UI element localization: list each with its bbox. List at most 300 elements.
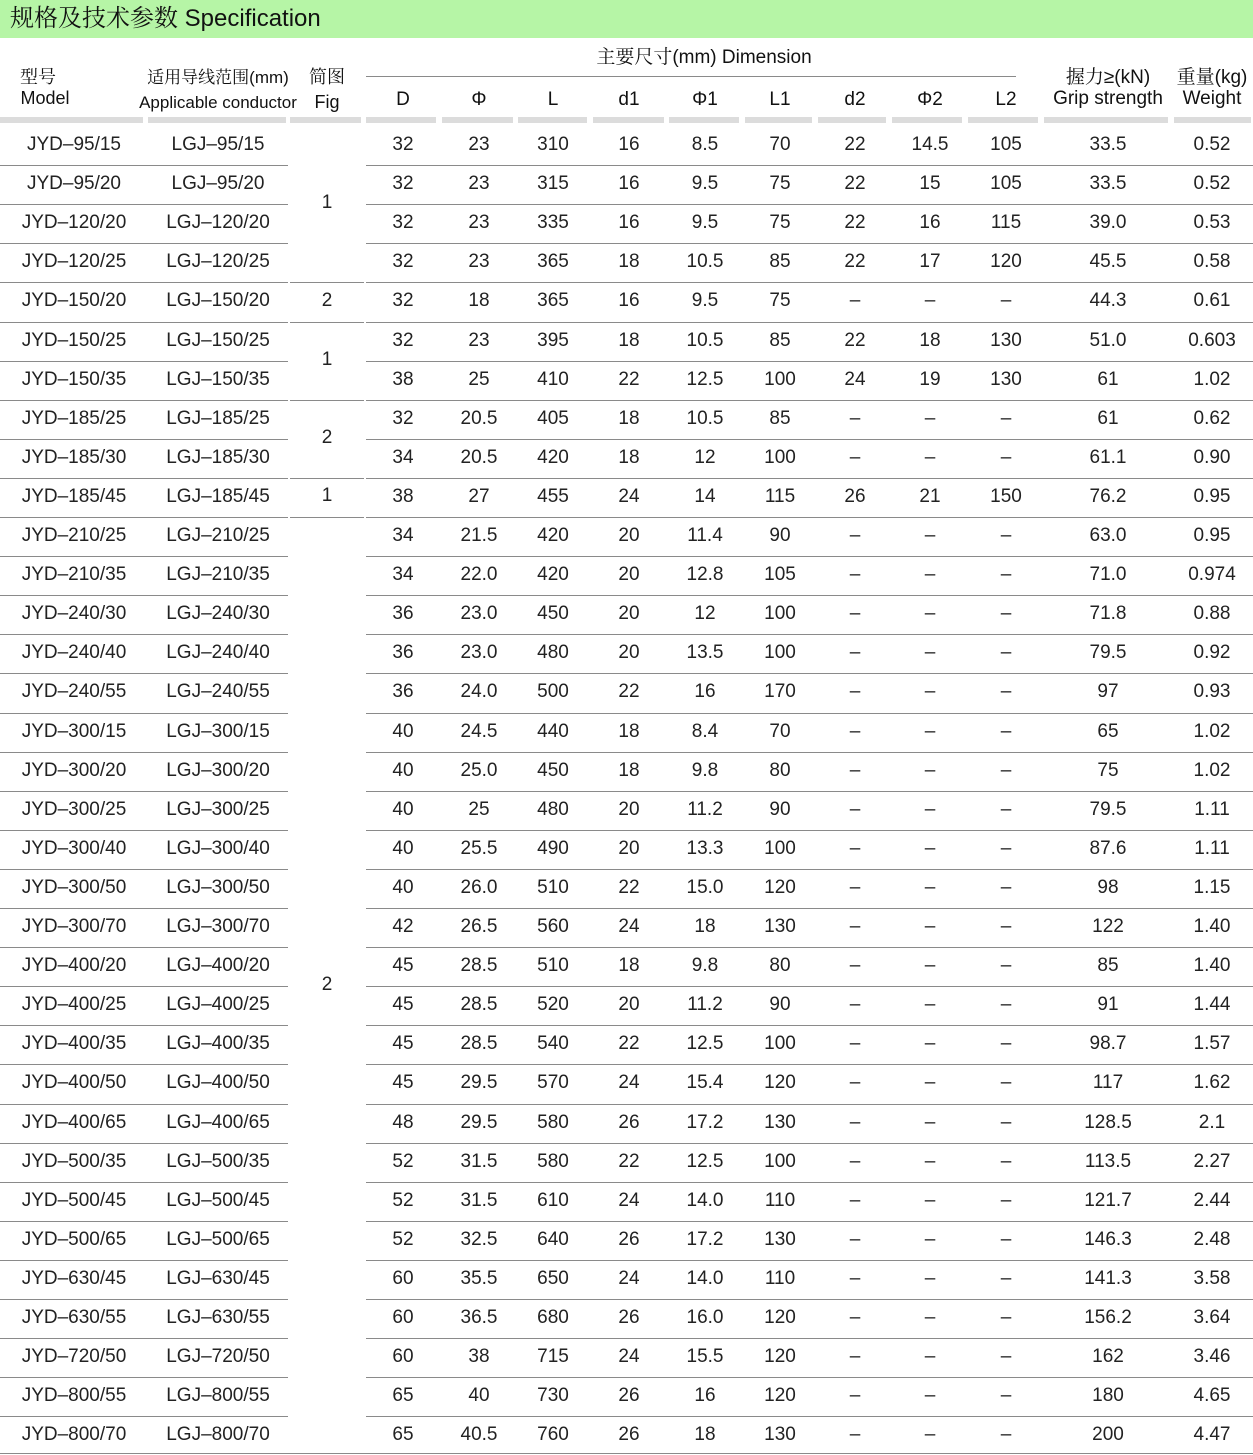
- value-cell: 560: [537, 916, 569, 937]
- value-cell: –: [1000, 290, 1012, 312]
- conductor-cell: LGJ–500/45: [166, 1189, 270, 1211]
- value-cell: 1.44: [1193, 994, 1231, 1016]
- row-rule: [366, 1416, 1253, 1417]
- value-cell: 71.8: [1089, 603, 1127, 625]
- table-bottom-rule: [0, 1453, 1253, 1454]
- value-cell: –: [924, 1189, 936, 1211]
- value-cell: –: [924, 1346, 936, 1368]
- value-cell: 8.5: [691, 134, 719, 155]
- header-bottom-rule: [148, 117, 286, 123]
- value-cell: 36: [392, 603, 414, 625]
- row-rule: [366, 673, 1253, 674]
- value-cell: 18: [618, 759, 640, 781]
- value-cell: 75: [769, 290, 791, 312]
- row-rule: [366, 752, 1253, 753]
- value-cell: 0.52: [1193, 134, 1231, 155]
- value-cell: 410: [537, 368, 569, 390]
- value-cell: 91: [1097, 994, 1119, 1016]
- row-rule: [0, 908, 288, 909]
- value-cell: 405: [537, 407, 569, 429]
- value-cell: 21.5: [460, 525, 498, 546]
- value-cell: 29.5: [460, 1072, 498, 1094]
- row-rule: [366, 243, 1253, 244]
- row-rule: [0, 322, 288, 323]
- header-bottom-rule: [442, 117, 513, 123]
- value-cell: 45.5: [1089, 251, 1127, 273]
- value-cell: 22: [618, 1033, 640, 1055]
- row-rule: [366, 165, 1253, 166]
- value-cell: –: [1000, 720, 1012, 742]
- value-cell: –: [924, 1150, 936, 1172]
- model-cell: JYD–300/70: [21, 916, 127, 937]
- value-cell: –: [1000, 876, 1012, 898]
- value-cell: 11.2: [687, 798, 723, 820]
- conductor-cell: LGJ–630/55: [166, 1307, 270, 1328]
- value-cell: 22: [844, 173, 866, 195]
- header-weight-cn: 重量(kg): [1176, 67, 1248, 88]
- value-cell: 12: [694, 603, 716, 625]
- conductor-cell: LGJ–210/25: [166, 525, 270, 546]
- value-cell: 1.62: [1193, 1072, 1231, 1094]
- value-cell: 26: [844, 485, 866, 507]
- value-cell: –: [924, 837, 936, 859]
- value-cell: 76.2: [1089, 485, 1127, 507]
- row-rule: [366, 1182, 1253, 1183]
- value-cell: 395: [537, 329, 569, 351]
- header-bottom-rule: [366, 117, 436, 123]
- model-cell: JYD–500/45: [21, 1189, 127, 1211]
- header-bottom-rule: [0, 117, 143, 123]
- value-cell: 730: [537, 1385, 569, 1407]
- model-cell: JYD–630/55: [21, 1307, 127, 1328]
- value-cell: 4.65: [1193, 1385, 1231, 1407]
- model-cell: JYD–300/50: [21, 876, 127, 898]
- value-cell: 22: [618, 1150, 640, 1172]
- value-cell: 52: [392, 1228, 414, 1250]
- value-cell: 23.0: [460, 603, 498, 625]
- value-cell: 580: [537, 1111, 569, 1133]
- conductor-cell: LGJ–800/70: [166, 1424, 270, 1446]
- conductor-cell: LGJ–185/25: [166, 407, 270, 429]
- model-cell: JYD–630/45: [21, 1267, 127, 1289]
- conductor-cell: LGJ–185/30: [166, 446, 270, 468]
- value-cell: 680: [537, 1307, 569, 1328]
- row-rule: [0, 439, 288, 440]
- value-cell: 480: [537, 798, 569, 820]
- value-cell: 80: [769, 759, 791, 781]
- value-cell: 510: [537, 876, 569, 898]
- value-cell: 18: [618, 955, 640, 977]
- conductor-cell: LGJ–95/15: [171, 134, 265, 155]
- conductor-cell: LGJ–400/35: [166, 1033, 270, 1055]
- value-cell: 610: [537, 1189, 569, 1211]
- model-cell: JYD–400/20: [21, 955, 127, 977]
- value-cell: 45: [392, 994, 414, 1016]
- row-rule: [366, 282, 1253, 283]
- conductor-cell: LGJ–300/20: [166, 759, 270, 781]
- value-cell: –: [849, 1424, 861, 1446]
- value-cell: 0.53: [1193, 212, 1231, 234]
- value-cell: 121.7: [1084, 1189, 1132, 1211]
- value-cell: 26: [618, 1111, 640, 1133]
- value-cell: 34: [392, 564, 414, 586]
- value-cell: 51.0: [1089, 329, 1127, 351]
- header-grip-cn: 握力≥(kN): [1065, 67, 1151, 88]
- conductor-cell: LGJ–150/20: [166, 290, 270, 312]
- value-cell: 32: [392, 134, 414, 155]
- value-cell: 0.61: [1193, 290, 1231, 312]
- value-cell: 11.4: [687, 525, 723, 546]
- value-cell: 0.974: [1188, 564, 1236, 586]
- fig-rule: [290, 478, 364, 479]
- value-cell: 310: [537, 134, 569, 155]
- header-conductor-cn: 适用导线范围(mm): [147, 68, 289, 87]
- value-cell: 20: [618, 837, 640, 859]
- row-rule: [0, 282, 288, 283]
- header-bottom-rule: [593, 117, 664, 123]
- value-cell: 48: [392, 1111, 414, 1133]
- value-cell: –: [1000, 1189, 1012, 1211]
- conductor-cell: LGJ–500/65: [166, 1228, 270, 1250]
- row-rule: [366, 595, 1253, 596]
- fig-rule: [290, 282, 364, 283]
- value-cell: 130: [764, 916, 796, 937]
- value-cell: 715: [537, 1346, 569, 1368]
- value-cell: 98: [1097, 876, 1119, 898]
- model-cell: JYD–300/25: [21, 798, 127, 820]
- value-cell: 1.11: [1194, 837, 1230, 859]
- value-cell: 16: [618, 212, 640, 234]
- value-cell: –: [849, 407, 861, 429]
- value-cell: 32: [392, 290, 414, 312]
- value-cell: 60: [392, 1346, 414, 1368]
- row-rule: [366, 713, 1253, 714]
- value-cell: 21: [919, 485, 941, 507]
- value-cell: 24: [618, 1189, 640, 1211]
- value-cell: 23: [468, 212, 490, 234]
- value-cell: 26.5: [460, 916, 498, 937]
- value-cell: –: [924, 916, 936, 937]
- header-dimension-rule: [366, 76, 1016, 77]
- value-cell: 500: [537, 681, 569, 703]
- value-cell: 11.2: [687, 994, 723, 1016]
- value-cell: 24: [618, 916, 640, 937]
- conductor-cell: LGJ–400/65: [166, 1111, 270, 1133]
- value-cell: 3.58: [1193, 1267, 1231, 1289]
- value-cell: –: [849, 876, 861, 898]
- row-rule: [0, 1221, 288, 1222]
- value-cell: –: [849, 916, 861, 937]
- row-rule: [366, 908, 1253, 909]
- value-cell: 79.5: [1089, 798, 1127, 820]
- model-cell: JYD–240/30: [21, 603, 127, 625]
- value-cell: 16: [919, 212, 941, 234]
- value-cell: 480: [537, 642, 569, 664]
- value-cell: 365: [537, 290, 569, 312]
- value-cell: 18: [694, 916, 716, 937]
- model-cell: JYD–500/65: [21, 1228, 127, 1250]
- value-cell: –: [924, 798, 936, 820]
- value-cell: 10.5: [686, 251, 724, 273]
- value-cell: –: [1000, 1385, 1012, 1407]
- value-cell: –: [924, 1111, 936, 1133]
- row-rule: [0, 1299, 288, 1300]
- fig-cell: 2: [321, 426, 333, 448]
- value-cell: 18: [618, 251, 640, 273]
- value-cell: –: [924, 876, 936, 898]
- value-cell: 45: [392, 1033, 414, 1055]
- header-dim-0: D: [396, 89, 410, 110]
- value-cell: 63.0: [1089, 525, 1127, 546]
- value-cell: 25: [468, 368, 490, 390]
- value-cell: –: [1000, 994, 1012, 1016]
- value-cell: 19: [919, 368, 941, 390]
- value-cell: 28.5: [460, 994, 498, 1016]
- conductor-cell: LGJ–240/30: [166, 603, 270, 625]
- row-rule: [366, 1143, 1253, 1144]
- value-cell: 122: [1092, 916, 1124, 937]
- value-cell: 24.0: [460, 681, 498, 703]
- value-cell: 1.02: [1193, 368, 1231, 390]
- value-cell: 40: [392, 759, 414, 781]
- value-cell: 0.58: [1193, 251, 1231, 273]
- row-rule: [366, 1299, 1253, 1300]
- row-rule: [366, 1377, 1253, 1378]
- row-rule: [0, 204, 288, 205]
- value-cell: 29.5: [460, 1111, 498, 1133]
- value-cell: 100: [764, 642, 796, 664]
- row-rule: [0, 1064, 288, 1065]
- value-cell: 115: [990, 212, 1022, 234]
- value-cell: 18: [618, 446, 640, 468]
- row-rule: [366, 439, 1253, 440]
- value-cell: 25.5: [460, 837, 498, 859]
- value-cell: –: [924, 1033, 936, 1055]
- value-cell: 570: [537, 1072, 569, 1094]
- value-cell: –: [849, 720, 861, 742]
- value-cell: 120: [764, 1346, 796, 1368]
- value-cell: 75: [769, 173, 791, 195]
- value-cell: 33.5: [1089, 134, 1127, 155]
- model-cell: JYD–185/30: [21, 446, 127, 468]
- value-cell: 28.5: [460, 1033, 498, 1055]
- value-cell: 75: [1097, 759, 1119, 781]
- value-cell: 105: [990, 134, 1022, 155]
- value-cell: –: [849, 446, 861, 468]
- value-cell: 20.5: [460, 407, 498, 429]
- value-cell: 23.0: [460, 642, 498, 664]
- row-rule: [0, 478, 288, 479]
- value-cell: –: [1000, 642, 1012, 664]
- header-bottom-rule: [968, 117, 1038, 123]
- value-cell: 100: [764, 368, 796, 390]
- row-rule: [0, 1104, 288, 1105]
- value-cell: 52: [392, 1150, 414, 1172]
- value-cell: 14.5: [911, 134, 949, 155]
- value-cell: 0.52: [1193, 173, 1231, 195]
- fig-cell: 2: [321, 974, 333, 996]
- value-cell: –: [1000, 525, 1012, 546]
- value-cell: –: [849, 1072, 861, 1094]
- value-cell: 40: [468, 1385, 490, 1407]
- model-cell: JYD–185/25: [21, 407, 127, 429]
- value-cell: 1.40: [1193, 916, 1231, 937]
- value-cell: –: [1000, 603, 1012, 625]
- value-cell: 450: [537, 759, 569, 781]
- header-bottom-rule: [290, 117, 361, 123]
- conductor-cell: LGJ–300/70: [166, 916, 270, 937]
- value-cell: –: [924, 1267, 936, 1289]
- row-rule: [0, 986, 288, 987]
- row-rule: [0, 1182, 288, 1183]
- value-cell: 26.0: [460, 876, 498, 898]
- value-cell: 100: [764, 603, 796, 625]
- value-cell: 3.64: [1193, 1307, 1231, 1328]
- value-cell: 1.40: [1193, 955, 1231, 977]
- value-cell: 100: [764, 446, 796, 468]
- value-cell: 90: [769, 798, 791, 820]
- value-cell: 15.5: [686, 1346, 724, 1368]
- value-cell: 22: [844, 251, 866, 273]
- value-cell: 105: [764, 564, 796, 586]
- value-cell: 120: [764, 1385, 796, 1407]
- model-cell: JYD–400/25: [21, 994, 127, 1016]
- value-cell: 20: [618, 525, 640, 546]
- model-cell: JYD–300/15: [21, 720, 127, 742]
- value-cell: –: [924, 290, 936, 312]
- value-cell: 18: [919, 329, 941, 351]
- value-cell: 130: [990, 329, 1022, 351]
- header-bottom-rule: [1044, 117, 1168, 123]
- value-cell: 23: [468, 329, 490, 351]
- value-cell: 335: [537, 212, 569, 234]
- value-cell: 640: [537, 1228, 569, 1250]
- header-bottom-rule: [892, 117, 962, 123]
- value-cell: 75: [769, 212, 791, 234]
- header-model-en: Model: [20, 88, 70, 108]
- value-cell: –: [924, 564, 936, 586]
- value-cell: 36: [392, 681, 414, 703]
- row-rule: [0, 556, 288, 557]
- row-rule: [366, 1104, 1253, 1105]
- value-cell: –: [924, 446, 936, 468]
- value-cell: 23: [468, 134, 490, 155]
- value-cell: 25.0: [460, 759, 498, 781]
- value-cell: 36.5: [460, 1307, 498, 1328]
- value-cell: –: [849, 798, 861, 820]
- value-cell: 44.3: [1089, 290, 1127, 312]
- value-cell: –: [849, 1307, 861, 1328]
- value-cell: 0.603: [1188, 329, 1236, 351]
- value-cell: 85: [769, 329, 791, 351]
- model-cell: JYD–800/70: [21, 1424, 127, 1446]
- value-cell: –: [1000, 1072, 1012, 1094]
- row-rule: [0, 243, 288, 244]
- value-cell: 22: [618, 368, 640, 390]
- value-cell: 105: [990, 173, 1022, 195]
- value-cell: 22: [618, 681, 640, 703]
- row-rule: [0, 752, 288, 753]
- row-rule: [366, 204, 1253, 205]
- value-cell: 117: [1092, 1072, 1124, 1094]
- conductor-cell: LGJ–240/55: [166, 681, 270, 703]
- value-cell: 450: [537, 603, 569, 625]
- header-bottom-rule: [745, 117, 812, 123]
- value-cell: 27: [468, 485, 490, 507]
- value-cell: 70: [769, 134, 791, 155]
- value-cell: 80: [769, 955, 791, 977]
- model-cell: JYD–500/35: [21, 1150, 127, 1172]
- value-cell: –: [1000, 798, 1012, 820]
- row-rule: [366, 517, 1253, 518]
- conductor-cell: LGJ–400/25: [166, 994, 270, 1016]
- value-cell: 18: [468, 290, 490, 312]
- row-rule: [366, 869, 1253, 870]
- model-cell: JYD–95/15: [26, 134, 121, 155]
- value-cell: 130: [764, 1111, 796, 1133]
- value-cell: 200: [1092, 1424, 1124, 1446]
- header-dim-4: Φ1: [692, 89, 718, 110]
- value-cell: 100: [764, 1033, 796, 1055]
- value-cell: 85: [1097, 955, 1119, 977]
- value-cell: –: [849, 525, 861, 546]
- value-cell: 38: [392, 368, 414, 390]
- row-rule: [366, 830, 1253, 831]
- value-cell: –: [1000, 837, 1012, 859]
- header-fig-en: Fig: [314, 92, 340, 112]
- value-cell: 24: [844, 368, 866, 390]
- value-cell: –: [924, 955, 936, 977]
- value-cell: 45: [392, 955, 414, 977]
- value-cell: 156.2: [1084, 1307, 1132, 1328]
- value-cell: 18: [618, 720, 640, 742]
- value-cell: 38: [392, 485, 414, 507]
- value-cell: 17.2: [686, 1228, 724, 1250]
- value-cell: 90: [769, 994, 791, 1016]
- model-cell: JYD–400/50: [21, 1072, 127, 1094]
- value-cell: 10.5: [686, 329, 724, 351]
- row-rule: [366, 1064, 1253, 1065]
- model-cell: JYD–240/55: [21, 681, 127, 703]
- value-cell: 10.5: [686, 407, 724, 429]
- conductor-cell: LGJ–400/20: [166, 955, 270, 977]
- model-cell: JYD–300/40: [21, 837, 127, 859]
- header-dim-7: Φ2: [917, 89, 943, 110]
- value-cell: –: [849, 1189, 861, 1211]
- model-cell: JYD–95/20: [26, 173, 121, 195]
- fig-rule: [290, 517, 364, 518]
- value-cell: 26: [618, 1228, 640, 1250]
- conductor-cell: LGJ–300/25: [166, 798, 270, 820]
- value-cell: 32: [392, 329, 414, 351]
- value-cell: –: [849, 603, 861, 625]
- conductor-cell: LGJ–150/35: [166, 368, 270, 390]
- fig-rule: [290, 400, 364, 401]
- row-rule: [0, 165, 288, 166]
- value-cell: 141.3: [1084, 1267, 1132, 1289]
- row-rule: [0, 595, 288, 596]
- model-cell: JYD–240/40: [21, 642, 127, 664]
- fig-cell: 1: [321, 348, 333, 370]
- value-cell: 40: [392, 837, 414, 859]
- value-cell: 2.27: [1193, 1150, 1231, 1172]
- value-cell: 40: [392, 720, 414, 742]
- value-cell: 14.0: [686, 1189, 724, 1211]
- value-cell: 16: [694, 1385, 716, 1407]
- value-cell: 14.0: [686, 1267, 724, 1289]
- conductor-cell: LGJ–300/40: [166, 837, 270, 859]
- value-cell: 15.4: [686, 1072, 724, 1094]
